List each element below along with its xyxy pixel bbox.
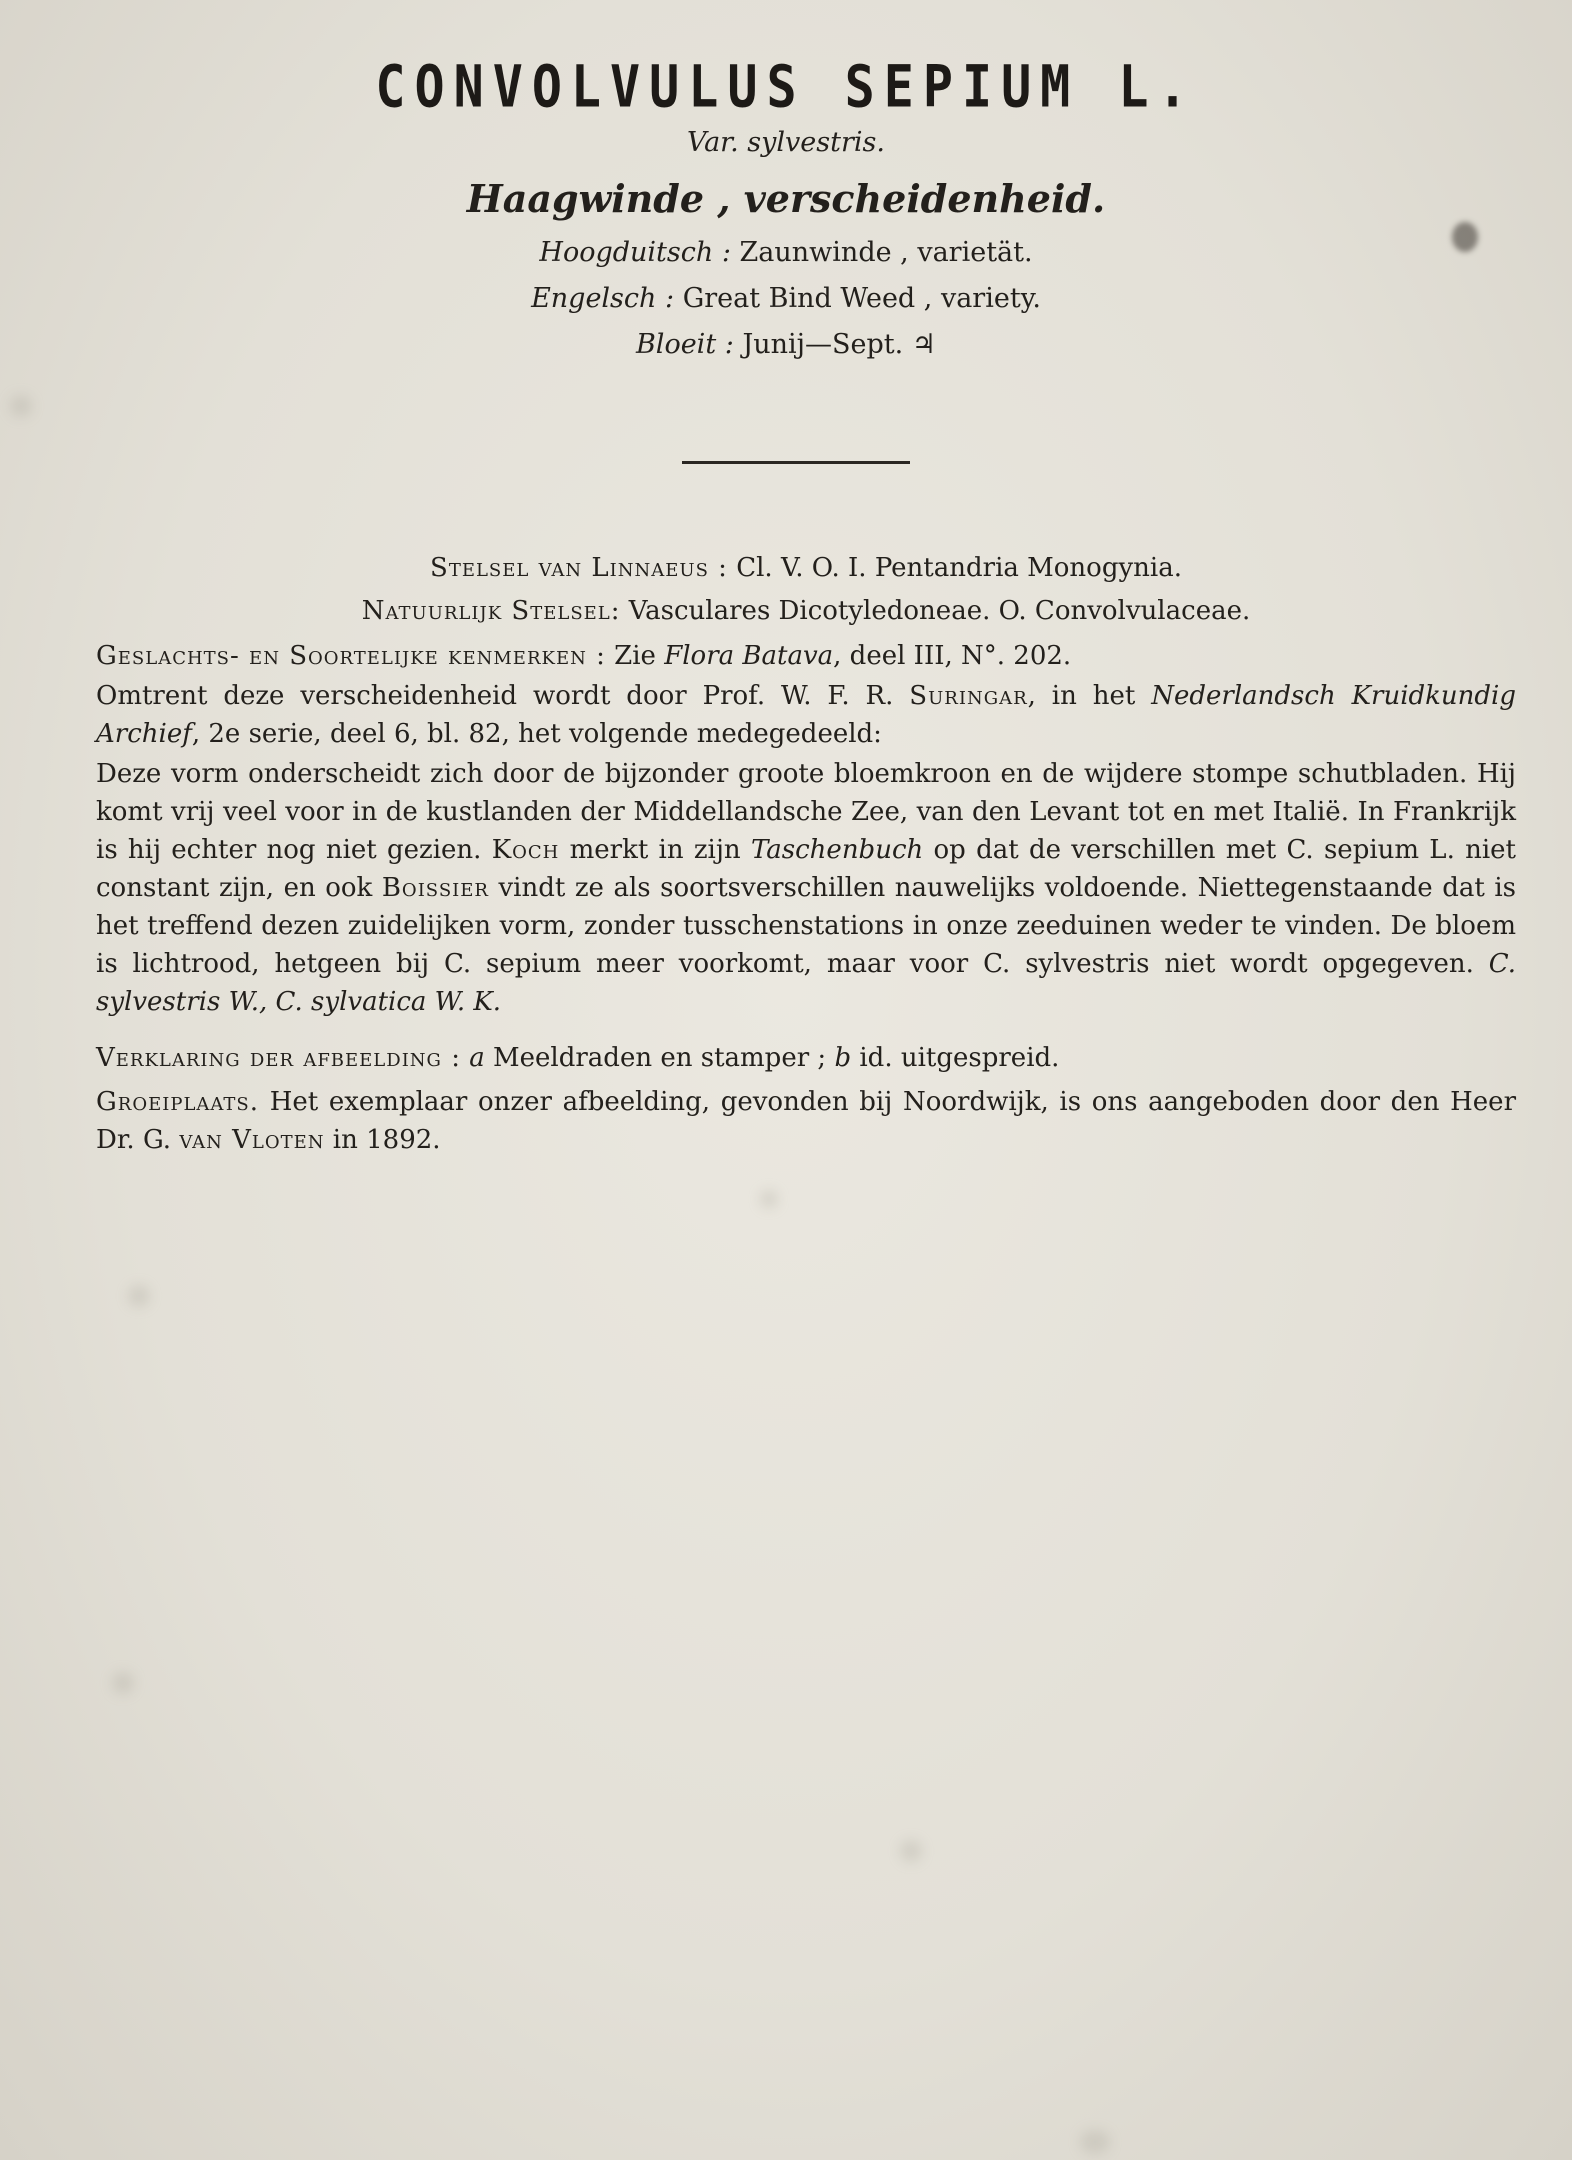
intro-text: Omtrent deze verscheidenheid wordt door Prof. W. F. R. (96, 681, 894, 711)
figure-b-text: id. uitgespreid. (859, 1043, 1060, 1073)
intro-text: , in het (1027, 681, 1136, 711)
variety-name: Var. sylvestris. (687, 127, 885, 158)
author-koch: Koch (491, 835, 560, 865)
author-name: Suringar (909, 681, 1028, 711)
figure-a-text: Meeldraden en stamper ; (493, 1043, 827, 1073)
habitat-label: Groeiplaats. (96, 1087, 260, 1117)
explanation-label: Verklaring der afbeelding : (96, 1043, 461, 1073)
natural-system-line (96, 592, 1516, 630)
flora-batava-reference: Flora Batava (664, 641, 834, 671)
bleed-through-mark (900, 1840, 922, 1862)
explanation-line (96, 1039, 1516, 1077)
description-text: merkt in zijn (569, 835, 741, 865)
journal-title: Nederlandsch Kruidkundig Archief (96, 681, 1517, 749)
characteristics-ref: , deel III, N°. 202. (833, 641, 1072, 671)
description-text: op dat de verschillen met C. sepium L. niet constant zijn, en ook (96, 835, 1516, 903)
donor-name: van Vloten (179, 1125, 325, 1155)
species-title: CONVOLVULUS SEPIUM L. (375, 53, 1197, 121)
linnaeus-value: Cl. V. O. I. Pentandria Monogynia. (736, 553, 1182, 583)
english-label: Engelsch : (531, 283, 675, 314)
natural-system-value: Vasculares Dicotyledoneae. O. Convolvulaceae. (628, 596, 1251, 626)
bleed-through-mark (112, 1672, 134, 1694)
bloom-line (0, 329, 1572, 360)
figure-b-marker: b (834, 1043, 852, 1073)
description-text: vindt ze als soortsverschillen nauwelijks voldoende. Niettegenstaande dat is het treffend dezen zuidelijken vorm, zonder tusschenstations in onze zeeduinen weder te vinden. De bloem is lichtrood, hetgeen bij C. sepium meer voorkomt, maar voor C. sylvestris niet wordt opgegeven. (96, 873, 1516, 979)
linnaeus-line (96, 549, 1516, 587)
figure-a-marker: a (469, 1043, 485, 1073)
bloom-period: Junij—Sept. ♃ (742, 329, 937, 360)
intro-paragraph (96, 677, 1516, 753)
habitat-paragraph (96, 1083, 1516, 1159)
bloom-label: Bloeit : (635, 329, 734, 360)
characteristics-label: Geslachts- en Soortelijke kenmerken : (96, 641, 606, 671)
description-text: Deze vorm onderscheidt zich door de bijzonder groote bloemkroon en de wijdere stompe schutbladen. Hij komt vrij veel voor in de kustlanden der Middellandsche Zee, van den Levant tot en met Italië. In Frankrijk is hij echter nog niet gezien. (96, 759, 1516, 865)
english-name-line (0, 283, 1572, 314)
divider (682, 461, 910, 464)
author-boissier: Boissier (381, 873, 489, 903)
habitat-text: in 1892. (332, 1125, 441, 1155)
dutch-common-name: Haagwinde , verscheidenheid. (466, 176, 1106, 221)
bleed-through-mark (760, 1190, 778, 1208)
bleed-through-mark (10, 395, 32, 417)
bleed-through-mark (1080, 2130, 1110, 2154)
characteristics-line (96, 637, 1516, 675)
description-paragraph (96, 755, 1516, 1021)
bleed-through-mark (128, 1285, 150, 1307)
english-name: Great Bind Weed , variety. (682, 283, 1041, 314)
intro-text: , 2e serie, deel 6, bl. 82, het volgende medegedeeld: (191, 719, 882, 749)
german-name: Zaunwinde , varietät. (739, 237, 1033, 268)
habitat-text: Het exemplaar onzer afbeelding, gevonden bij Noordwijk, is ons aangeboden door den Heer Dr. G. (96, 1087, 1516, 1155)
german-name-line (0, 237, 1572, 268)
linnaeus-label: Stelsel van Linnaeus : (430, 553, 728, 583)
german-label: Hoogduitsch : (539, 237, 731, 268)
synonyms: C. sylvestris W., C. sylvatica W. K. (96, 949, 1517, 1017)
natural-system-label: Natuurlijk Stelsel: (361, 596, 621, 626)
taschenbuch-title: Taschenbuch (750, 835, 924, 865)
characteristics-zie: Zie (614, 641, 656, 671)
